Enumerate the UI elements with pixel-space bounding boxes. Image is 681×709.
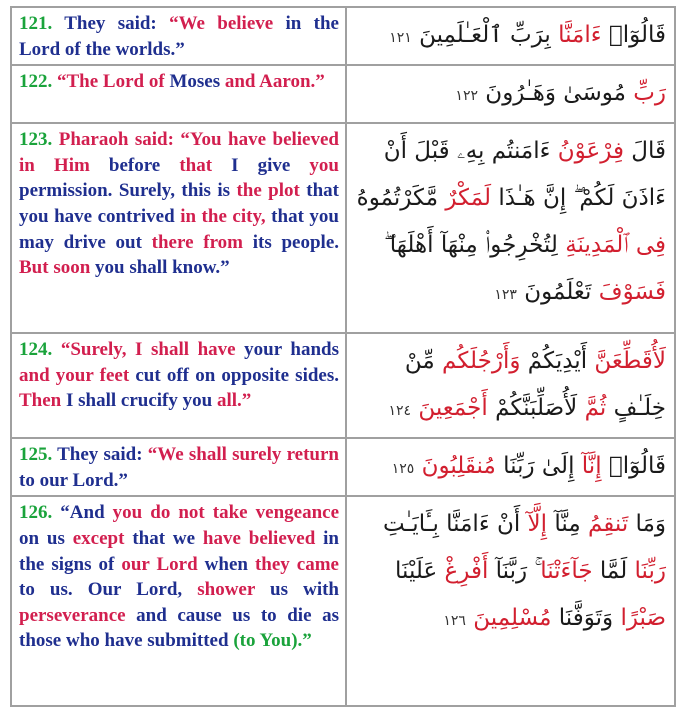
english-segment: and your feet [19, 364, 130, 386]
english-segment: to us. Our Lord, [19, 579, 198, 601]
english-segment: in Him [19, 154, 90, 176]
english-segment: they came [254, 553, 339, 575]
arabic-segment: تَعْلَمُونَ [524, 279, 599, 306]
english-segment: in the Lord of the worlds.” [19, 13, 339, 60]
english-segment: (to You).” [233, 630, 312, 652]
arabic-verse [346, 333, 675, 438]
arabic-segment: لَأُقَطِّعَنَّ [594, 348, 666, 375]
arabic-segment: مُسْلِمِينَ [473, 605, 552, 632]
english-segment: have believed [202, 527, 316, 549]
english-segment: I give [212, 154, 310, 176]
english-translation [11, 123, 346, 333]
ayah-end-marker: ١٢٥ [391, 461, 415, 478]
verse-row [11, 438, 675, 496]
arabic-segment: إِنَّآ [581, 453, 602, 480]
verse-row [11, 123, 675, 333]
verse-row [11, 496, 675, 706]
verse-number: 122. [19, 71, 53, 93]
english-segment: “We shall surely return [147, 444, 339, 466]
arabic-segment: مُوسَىٰ وَهَـٰرُونَ [485, 80, 626, 107]
arabic-verse [346, 65, 675, 123]
arabic-segment: جَآءَتْنَا [540, 558, 593, 585]
arabic-segment: ثُمَّ [584, 395, 607, 422]
arabic-segment: ۚ رَبَّنَآ [488, 558, 541, 585]
english-segment: Then [19, 390, 62, 412]
ayah-end-marker: ١٢٤ [388, 403, 412, 420]
english-segment: on us [19, 527, 73, 549]
english-segment: cut off on opposite sides. [129, 364, 339, 386]
arabic-segment: إِلَىٰ رَبِّنَا [495, 453, 582, 480]
english-segment: us with [254, 579, 339, 601]
english-translation [11, 333, 346, 438]
english-segment: the plot [236, 180, 300, 202]
english-segment: that you have contrived [19, 180, 339, 227]
arabic-segment: أَجْمَعِينَ [418, 395, 488, 422]
english-segment: in the signs of [19, 527, 339, 575]
arabic-segment: أَيْدِيَكُمْ [520, 348, 595, 375]
verse-table [10, 6, 676, 707]
ayah-end-marker: ١٢٢ [455, 88, 478, 105]
arabic-segment: لَمَّا [592, 558, 635, 585]
arabic-segment: وَأَرْجُلَكُم [442, 348, 521, 375]
arabic-verse [346, 496, 675, 706]
english-segment: “And [60, 502, 113, 524]
english-segment: “Surely, I shall have [60, 339, 236, 361]
english-segment: except [72, 527, 125, 549]
english-segment: when [197, 553, 255, 575]
arabic-segment: أَنْ ءَامَنَّا بِـَٔايَـٰتِ [382, 511, 528, 538]
verse-row [11, 333, 675, 438]
verse-number: 124. [19, 339, 53, 361]
verse-row [11, 65, 675, 123]
arabic-segment: أَفْرِغْ [444, 558, 489, 585]
english-segment: in the city, [180, 205, 266, 227]
arabic-segment: رَبِّنَا [634, 558, 666, 585]
english-translation [11, 7, 346, 65]
arabic-segment: قَالُوٓا۟ [601, 22, 666, 48]
arabic-verse [346, 7, 675, 65]
ayah-end-marker: ١٢١ [389, 30, 412, 46]
english-translation [11, 65, 346, 123]
arabic-segment: قَالَ [623, 138, 666, 165]
english-segment: permission. Surely, this is [19, 180, 237, 202]
english-segment: But soon [19, 257, 91, 279]
english-segment: Pharaoh said: “You have believed [58, 129, 339, 151]
arabic-segment: بِرَبِّ ٱلْعَـٰلَمِينَ [419, 22, 559, 48]
arabic-verse [346, 438, 675, 496]
arabic-segment: رَبِّ [625, 80, 666, 107]
english-segment: our Lord [121, 553, 198, 575]
arabic-segment: لَمَكْرٌ [445, 185, 492, 212]
english-segment: “The Lord of [57, 71, 170, 93]
arabic-verse [346, 123, 675, 333]
english-segment: that you may drive out [19, 205, 339, 253]
verse-row [11, 7, 675, 65]
english-segment: to our Lord.” [19, 469, 128, 491]
english-segment: you [309, 154, 339, 176]
arabic-segment: لِتُخْرِجُوا۟ مِنْهَآ أَهْلَهَا ۖ [384, 232, 566, 259]
english-segment: your hands [235, 339, 339, 361]
arabic-segment: إِلَّآ [527, 511, 548, 538]
english-segment: all.” [216, 390, 252, 412]
arabic-segment: ءَامَنَّا [558, 22, 602, 48]
ayah-end-marker: ١٢٣ [494, 287, 517, 304]
english-segment: They said: [64, 13, 170, 34]
arabic-segment: لَأُصَلِّبَنَّكُمْ [487, 395, 585, 422]
english-segment: Moses [169, 71, 221, 93]
english-segment: there from [151, 231, 243, 253]
arabic-segment: فَسَوْفَ [598, 279, 666, 306]
english-translation [11, 496, 346, 706]
english-segment: its people. [243, 231, 340, 253]
english-segment: you shall know.” [90, 257, 230, 279]
arabic-segment: فِرْعَوْنُ [557, 138, 624, 165]
english-segment: and cause us to die as those who have submitted [19, 604, 339, 652]
arabic-segment: مِنَّآ [547, 511, 588, 538]
arabic-segment: قَالُوٓا۟ [601, 453, 666, 480]
english-segment: I shall crucify you [61, 390, 217, 412]
ayah-end-marker: ١٢٦ [443, 613, 466, 630]
arabic-segment: مَّكَرْتُمُوهُ [356, 185, 446, 212]
arabic-segment: وَتَوَفَّنَا [551, 605, 621, 632]
verse-number: 125. [19, 444, 53, 466]
english-translation [11, 438, 346, 496]
english-segment: you do not take vengeance [112, 502, 339, 524]
arabic-segment: فِى ٱلْمَدِينَةِ [565, 232, 666, 259]
verse-number: 123. [19, 129, 53, 151]
english-segment: that we [124, 527, 203, 549]
arabic-segment: مُنقَلِبُونَ [421, 453, 496, 480]
english-segment: shower [197, 579, 255, 601]
arabic-segment: تَنقِمُ [587, 511, 629, 538]
english-segment: They said: [57, 444, 148, 466]
verse-number: 121. [19, 13, 53, 34]
english-segment: before [89, 154, 180, 176]
english-segment: and Aaron.” [220, 71, 325, 93]
arabic-segment: عَلَيْنَا [395, 558, 445, 585]
english-segment: perseverance [19, 604, 126, 626]
verse-number: 126. [19, 502, 53, 524]
arabic-segment: وَمَا [628, 511, 666, 538]
arabic-segment: مِّنْ خِلَـٰفٍ [404, 348, 666, 422]
arabic-segment: ءَامَنتُم بِهِۦ قَبْلَ أَنْ ءَاذَنَ لَكُمْ ۖ إِنَّ هَـٰذَا [383, 138, 666, 212]
english-segment: “We believe [169, 13, 274, 34]
english-segment: that [179, 154, 213, 176]
arabic-segment: صَبْرًا [620, 605, 666, 632]
